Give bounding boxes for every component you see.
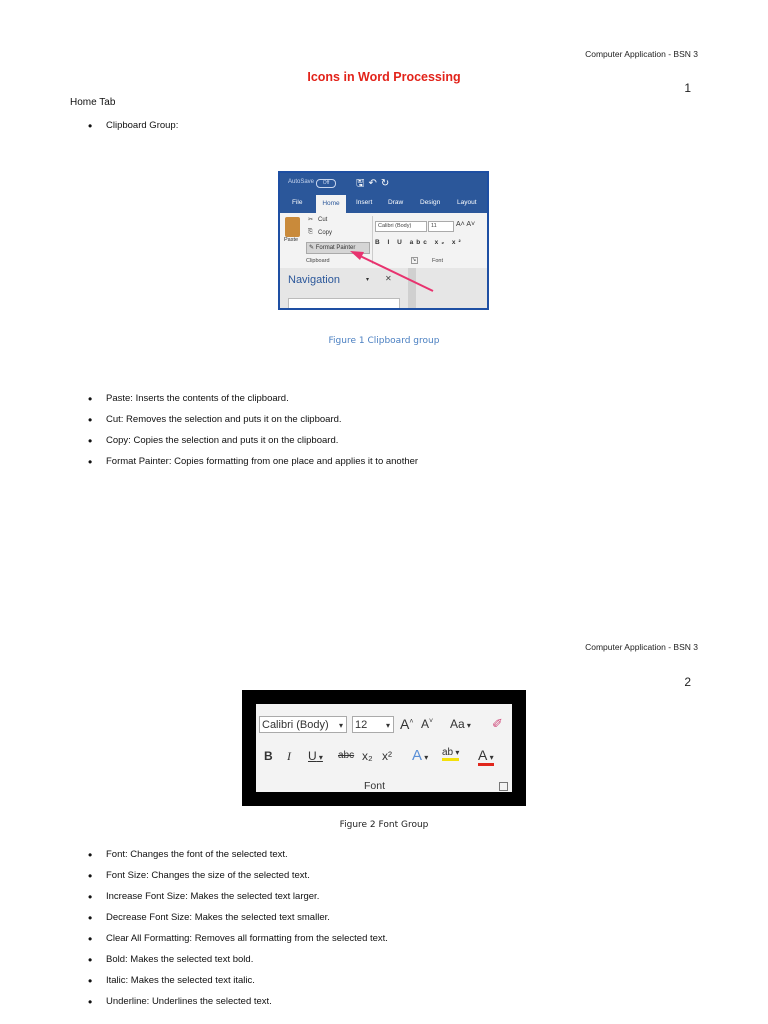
change-case-icon: Aa ▾	[450, 717, 471, 731]
section-heading: Home Tab	[70, 97, 116, 108]
italic-icon: I	[287, 749, 291, 763]
close-icon: ✕	[385, 274, 392, 283]
page-number: 2	[684, 675, 691, 689]
text-effects-icon: A ▾	[412, 747, 429, 764]
copy-label: Copy	[318, 230, 333, 236]
tab-home: Home	[316, 195, 346, 213]
list-item: • Decrease Font Size: Makes the selected text smaller.	[88, 912, 388, 923]
cut-label: Cut	[318, 217, 328, 223]
highlight-label: ab	[442, 747, 454, 758]
figure2-caption: Figure 2 Font Group	[339, 820, 429, 830]
grow-shrink-font-icon: A˄ A˅	[456, 221, 476, 228]
copy-icon: ⎘	[308, 229, 313, 235]
underline-label: U	[308, 749, 317, 763]
document-title: Icons in Word Processing	[307, 70, 461, 84]
font-bullet-list	[88, 849, 388, 1007]
save-undo-redo-icon: 🖫↶↻	[356, 178, 394, 189]
paintbrush-icon: ✎	[309, 245, 316, 251]
chevron-down-icon: ▾	[338, 721, 343, 730]
font-group-label: Font	[432, 258, 444, 264]
font-size-box: 11	[428, 221, 454, 232]
list-item: • Increase Font Size: Makes the selected text larger.	[88, 891, 388, 902]
font-color-label: A	[478, 747, 488, 763]
change-case-label: Aa	[450, 717, 465, 731]
font-group-label: Font	[364, 780, 386, 792]
list-item: • Font Size: Changes the size of the selected text.	[88, 870, 388, 881]
list-item: • Italic: Makes the selected text italic.	[88, 975, 388, 986]
superscript-icon: x²	[382, 749, 392, 763]
page-number: 1	[684, 81, 691, 95]
bold-icon: B	[264, 749, 273, 763]
font-size-value: 12	[355, 719, 368, 731]
page-header: Computer Application - BSN 3	[585, 49, 698, 59]
font-group-figure	[242, 690, 526, 806]
shrink-font-label: A	[421, 717, 430, 731]
grow-font-icon: A˄	[400, 716, 414, 732]
font-group-panel	[256, 704, 512, 792]
scissors-icon: ✂	[308, 217, 314, 223]
list-item: • Clipboard Group:	[88, 120, 178, 131]
tab-layout: Layout	[457, 199, 477, 206]
list-item: • Copy: Copies the selection and puts it on the clipboard.	[88, 435, 418, 446]
list-item: • Font: Changes the font of the selected text.	[88, 849, 388, 860]
tab-file: File	[292, 199, 303, 206]
list-item: • Underline: Underlines the selected text.	[88, 996, 388, 1007]
font-name-box: Calibri (Body)	[375, 221, 427, 232]
highlight-icon: ab ▾	[442, 747, 459, 761]
list-item: • Clear All Formatting: Removes all formatting from the selected text.	[88, 933, 388, 944]
font-color-icon: A ▾	[478, 747, 494, 766]
clipboard-group-figure	[278, 171, 489, 310]
font-size-box	[352, 716, 394, 733]
list-item: • Cut: Removes the selection and puts it on the clipboard.	[88, 414, 418, 425]
clipboard-bullet-list	[88, 393, 418, 467]
clipboard-group-label: Clipboard	[306, 258, 330, 264]
tab-design: Design	[420, 199, 441, 206]
shrink-font-icon: A˅	[421, 717, 434, 731]
chevron-down-icon: ▾	[385, 721, 390, 730]
grow-font-label: A	[400, 716, 410, 732]
font-name-box	[259, 716, 347, 733]
paste-label: Paste	[284, 237, 299, 243]
clear-formatting-icon: ✐	[492, 716, 503, 731]
autosave-label: AutoSave	[288, 179, 315, 185]
autosave-toggle: Off	[316, 179, 336, 188]
list-item: • Bold: Makes the selected text bold.	[88, 954, 388, 965]
tab-insert: Insert	[356, 199, 373, 206]
pointer-arrow	[280, 173, 489, 310]
tab-draw: Draw	[388, 199, 404, 206]
format-painter-label: Format Painter	[315, 245, 356, 251]
font-name-value: Calibri (Body)	[262, 719, 329, 731]
underline-icon: U ▾	[308, 749, 323, 763]
format-buttons: B I U abc x₂ x²	[375, 239, 464, 246]
page-header: Computer Application - BSN 3	[585, 642, 698, 652]
navigation-title: Navigation	[288, 274, 340, 286]
subscript-icon: x₂	[362, 749, 373, 763]
list-item: • Format Painter: Copies formatting from one place and applies it to another	[88, 456, 418, 467]
chevron-down-icon: ▾	[366, 277, 370, 283]
strikethrough-icon: abc	[338, 750, 355, 761]
group-list	[88, 120, 178, 131]
dialog-launcher-icon	[499, 782, 508, 791]
figure1-caption: Figure 1 Clipboard group	[328, 336, 440, 346]
text-effects-label: A	[412, 747, 423, 764]
dialog-launcher-icon: ↘	[412, 257, 417, 263]
list-item: • Paste: Inserts the contents of the clipboard.	[88, 393, 418, 404]
